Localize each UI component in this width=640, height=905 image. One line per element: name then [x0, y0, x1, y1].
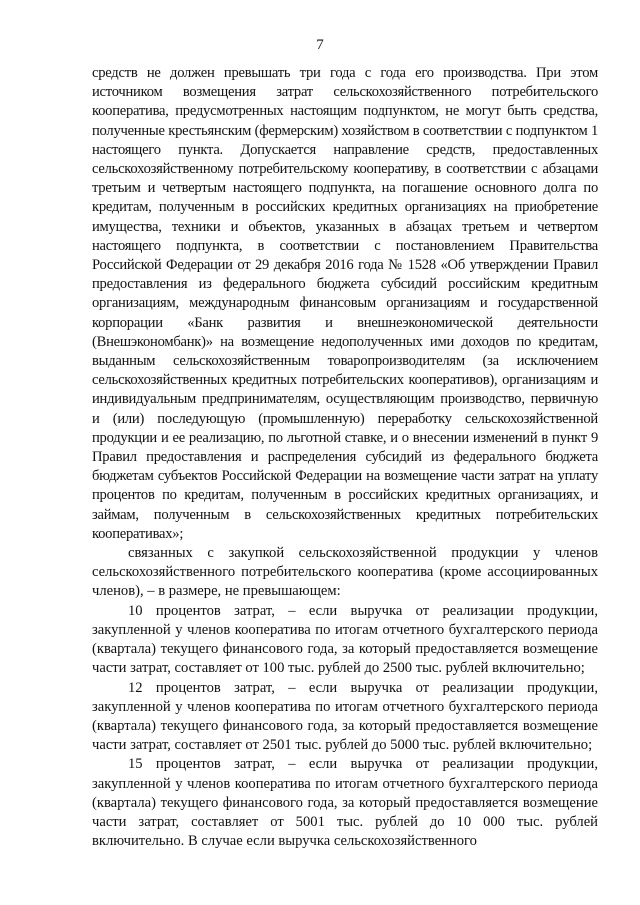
- paragraph-subsidy-sources: средств не должен превышать три года с года его производства. При этом источником возмещения затрат сельскохозяйственного потребительского кооператива, предусмотренных настоящим подпунктом, не могут быть средства, полученные крестьянским (фермерским) хозяйством в соответствии с подпунктом 1 настоящего пункта. Допускается направление средств, предоставленных сельскохозяйственному потребительскому кооперативу, в соответствии с абзацами третьим и четвертым настоящего подпункта, на погашение основного долга по кредитам, полученным в российских кредитных организациях на приобретение имущества, техники и объектов, указанных в абзацах третьем и четвертом настоящего подпункта, в соответствии с постановлением Правительства Российской Федерации от 29 декабря 2016 года № 1528 «Об утверждении Правил предоставления из федерального бюджета субсидий российским кредитным организациям, международным финансовым организациям и государственной корпорации «Банк развития и внешнеэкономической деятельности (Внешэкономбанк)» на возмещение недополученных ими доходов по кредитам, выданным сельскохозяйственным товаропроизводителям (за исключением сельскохозяйственных кредитных потребительских кооперативов), организациям и индивидуальным предпринимателям, осуществляющим производство, первичную и (или) последующую (промышленную) переработку сельскохозяйственной продукции и ее реализацию, по льготной ставке, и о внесении изменений в пункт 9 Правил предоставления и распределения субсидий из федерального бюджета бюджетам субъектов Российской Федерации на возмещение части затрат на уплату процентов по кредитам, полученным в российских кредитных организациях, и займам, полученным в сельскохозяйственных кредитных потребительских кооперативах»;: [92, 65, 598, 542]
- paragraph-rate-15-percent: 15 процентов затрат, – если выручка от реализации продукции, закупленной у членов кооператива по итогам отчетного бухгалтерского периода (квартала) текущего финансового года, за который предоставляется возмещение части затрат, составляет от 5001 тыс. рублей до 10 000 тыс. рублей включительно. В случае если выручка сельскохозяйственного: [92, 756, 598, 850]
- page-number: 7: [316, 37, 324, 53]
- paragraph-purchase-costs: связанных с закупкой сельскохозяйственной продукции у членов сельскохозяйственного потребительского кооператива (кроме ассоциированных членов), – в размере, не превышающем:: [92, 545, 598, 600]
- paragraph-rate-10-percent: 10 процентов затрат, – если выручка от реализации продукции, закупленной у членов кооператива по итогам отчетного бухгалтерского периода (квартала) текущего финансового года, за который предоставляется возмещение части затрат, составляет от 100 тыс. рублей до 2500 тыс. рублей включительно;: [92, 602, 598, 677]
- paragraph-rate-12-percent: 12 процентов затрат, – если выручка от реализации продукции, закупленной у членов кооператива по итогам отчетного бухгалтерского периода (квартала) текущего финансового года, за который предоставляется возмещение части затрат, составляет от 2501 тыс. рублей до 5000 тыс. рублей включительно;: [92, 679, 598, 754]
- document-body: [92, 64, 598, 851]
